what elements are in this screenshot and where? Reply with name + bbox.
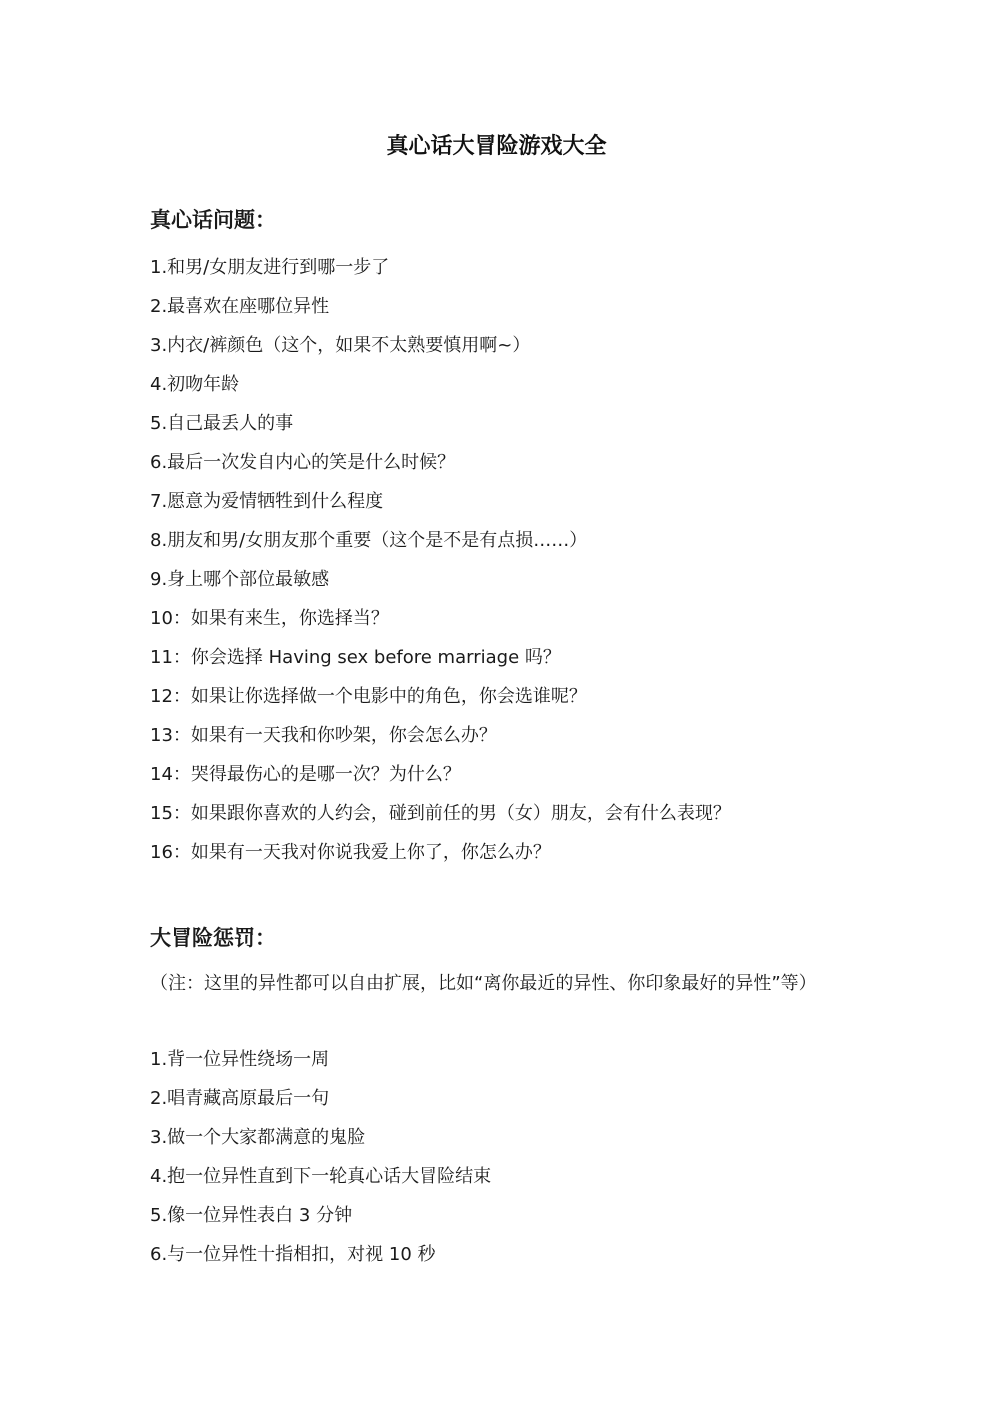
truth-section-heading: 真心话问题： — [150, 208, 276, 232]
list-item: 6.最后一次发自内心的笑是什么时候？ — [150, 452, 456, 473]
dare-section-heading: 大冒险惩罚： — [150, 926, 276, 950]
list-item: 5.像一位异性表白 3 分钟 — [150, 1205, 353, 1226]
list-item: 4.抱一位异性直到下一轮真心话大冒险结束 — [150, 1166, 492, 1187]
list-item: 4.初吻年龄 — [150, 374, 240, 395]
list-item: 7.愿意为爱情牺牲到什么程度 — [150, 491, 384, 512]
truth-question-list — [150, 255, 870, 879]
list-item: 2.最喜欢在座哪位异性 — [150, 296, 330, 317]
list-item: 3.内衣/裤颜色（这个，如果不太熟要慎用啊~） — [150, 335, 531, 356]
dare-penalty-list — [150, 1047, 870, 1281]
list-item: 11：你会选择 Having sex before marriage 吗？ — [150, 647, 561, 668]
list-item: 10：如果有来生，你选择当？ — [150, 608, 389, 629]
list-item: 3.做一个大家都满意的鬼脸 — [150, 1127, 366, 1148]
dare-note: （注：这里的异性都可以自由扩展，比如“离你最近的异性、你印象最好的异性”等） — [150, 973, 817, 994]
list-item: 5.自己最丢人的事 — [150, 413, 294, 434]
list-item: 9.身上哪个部位最敏感 — [150, 569, 330, 590]
document-title: 真心话大冒险游戏大全 — [386, 133, 607, 159]
list-item: 16：如果有一天我对你说我爱上你了，你怎么办？ — [150, 842, 551, 863]
list-item: 6.与一位异性十指相扣，对视 10 秒 — [150, 1244, 436, 1265]
list-item: 8.朋友和男/女朋友那个重要（这个是不是有点损……） — [150, 530, 588, 551]
list-item: 15：如果跟你喜欢的人约会，碰到前任的男（女）朋友，会有什么表现？ — [150, 803, 731, 824]
list-item: 2.唱青藏高原最后一句 — [150, 1088, 330, 1109]
list-item: 14：哭得最伤心的是哪一次？为什么？ — [150, 764, 461, 785]
list-item: 1.和男/女朋友进行到哪一步了 — [150, 257, 390, 278]
list-item: 12：如果让你选择做一个电影中的角色，你会选谁呢？ — [150, 686, 587, 707]
list-item: 1.背一位异性绕场一周 — [150, 1049, 330, 1070]
list-item: 13：如果有一天我和你吵架，你会怎么办？ — [150, 725, 497, 746]
